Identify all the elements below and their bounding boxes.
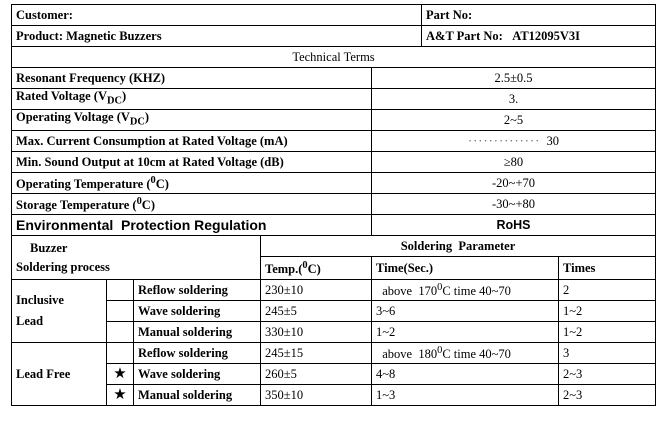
col-header-times: Times xyxy=(559,257,656,280)
method-reflow: Reflow soldering xyxy=(134,343,261,364)
times-value: 1~2 xyxy=(559,301,656,322)
temp-value: 350±10 xyxy=(261,385,372,406)
spec-value-environmental: RoHS xyxy=(372,215,656,236)
group-lead-free: Lead Free xyxy=(12,343,107,406)
time-value: above $170^0C$ time 40~70 xyxy=(372,280,559,301)
temp-value: 260±5 xyxy=(261,364,372,385)
row-mark xyxy=(107,343,134,364)
method-reflow: Reflow soldering xyxy=(134,280,261,301)
spec-value-storage-temperature: -30~+80 xyxy=(372,194,656,215)
spec-value-min-sound-output: ≥80 xyxy=(372,152,656,173)
row-mark xyxy=(107,280,134,301)
soldering-parameter-title: Soldering Parameter xyxy=(261,236,656,257)
spec-value-operating-temperature: -20~+70 xyxy=(372,173,656,194)
customer-cell: Customer: xyxy=(12,5,422,26)
group-inclusive-lead: Inclusive Lead xyxy=(12,280,107,343)
star-icon: ★ xyxy=(113,365,127,382)
temp-value: 230±10 xyxy=(261,280,372,301)
time-value: above $180^0C$ time 40~70 xyxy=(372,343,559,364)
spec-value-max-current: ·············· 30 xyxy=(372,131,656,152)
spec-label-storage-temperature: Storage Temperature ($^0$C) xyxy=(12,194,372,215)
temp-value: 330±10 xyxy=(261,322,372,343)
row-mark xyxy=(107,301,134,322)
part-no-cell: Part No: xyxy=(422,5,656,26)
at-part-no-value: AT12095V3I xyxy=(512,28,581,43)
row-mark xyxy=(107,322,134,343)
spec-label-rated-voltage: Rated Voltage $(V_{DC})$ xyxy=(12,89,372,110)
method-wave: Wave soldering xyxy=(134,301,261,322)
time-value: 3~6 xyxy=(372,301,559,322)
star-mark xyxy=(107,385,134,406)
technical-terms-title: Technical Terms xyxy=(12,47,656,68)
leader-dots: ·············· xyxy=(467,133,541,148)
time-value: 4~8 xyxy=(372,364,559,385)
spec-label-resonant-frequency: Resonant Frequency (KHZ) xyxy=(12,68,372,89)
temp-value: 245±5 xyxy=(261,301,372,322)
col-header-temp: Temp.($^0$C) xyxy=(261,257,372,280)
star-mark xyxy=(107,364,134,385)
spec-label-max-current: Max. Current Consumption at Rated Voltage (mA) xyxy=(12,131,372,152)
at-part-no-cell: A&T Part No: AT12095V3I xyxy=(422,26,656,47)
times-value: 3 xyxy=(559,343,656,364)
time-value: 1~2 xyxy=(372,322,559,343)
star-icon: ★ xyxy=(113,386,127,403)
times-value: 1~2 xyxy=(559,322,656,343)
col-header-time: Time(Sec.) xyxy=(372,257,559,280)
method-manual: Manual soldering xyxy=(134,322,261,343)
times-value: 2 xyxy=(559,280,656,301)
spec-label-environmental: Environmental Protection Regulation xyxy=(12,215,372,236)
spec-label-operating-voltage: Operating Voltage $(V_{DC})$ xyxy=(12,110,372,131)
method-manual: Manual soldering xyxy=(134,385,261,406)
spec-table xyxy=(11,4,656,406)
spec-label-operating-temperature: Operating Temperature ($^0$C) xyxy=(12,173,372,194)
spec-value-operating-voltage: 2~5 xyxy=(372,110,656,131)
temp-value: 245±15 xyxy=(261,343,372,364)
times-value: 2~3 xyxy=(559,385,656,406)
times-value: 2~3 xyxy=(559,364,656,385)
spec-sheet xyxy=(11,4,655,406)
method-wave: Wave soldering xyxy=(134,364,261,385)
buzzer-soldering-header: Buzzer Soldering process xyxy=(12,236,261,280)
spec-value-resonant-frequency: 2.5±0.5 xyxy=(372,68,656,89)
spec-label-min-sound-output: Min. Sound Output at 10cm at Rated Voltage (dB) xyxy=(12,152,372,173)
product-cell: Product: Magnetic Buzzers xyxy=(12,26,422,47)
spec-value-rated-voltage: 3. xyxy=(372,89,656,110)
time-value: 1~3 xyxy=(372,385,559,406)
